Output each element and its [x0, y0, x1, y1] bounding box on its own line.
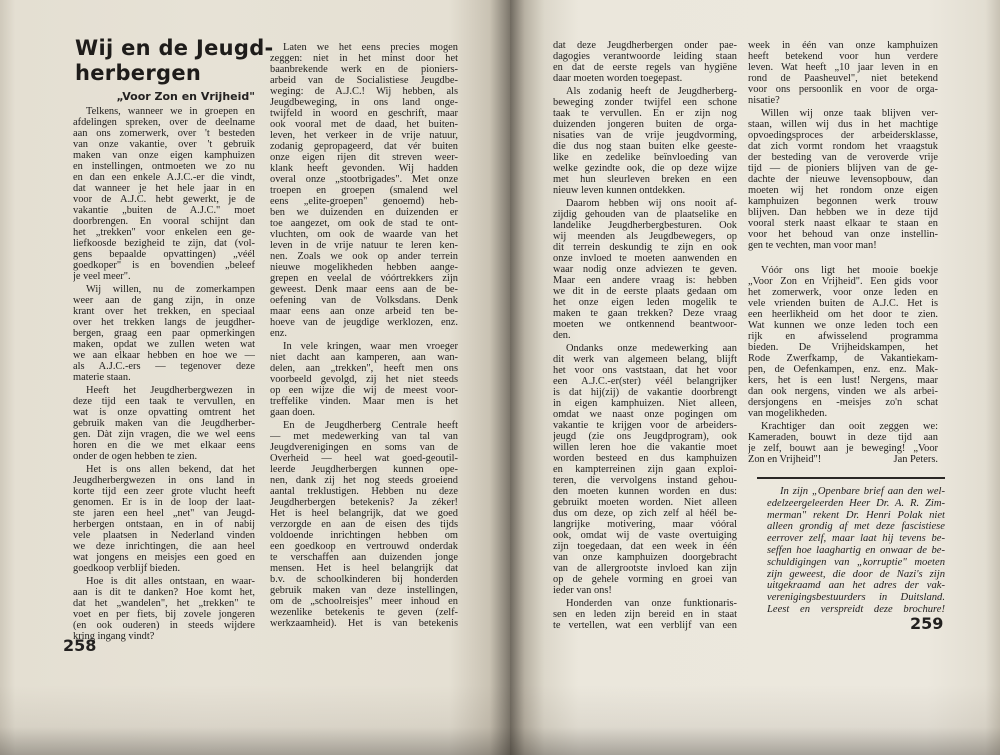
text-line: leven. Wat heeft „10 jaar leven in en [748, 62, 938, 73]
title-line-2: herbergen [75, 61, 202, 85]
text-line: dit terrein deskundig te zijn en ook [553, 242, 737, 253]
text-line: worden besteed en dus kamphuizen [553, 453, 737, 464]
paragraph [748, 421, 938, 465]
text-line: baanbrekende werk en de pioniers- [270, 64, 458, 75]
text-line: van de allergrootste invloed kan zijn [553, 563, 737, 574]
author-signature: Jan Peters. [893, 454, 938, 465]
text-line: nieuw leven kunnen ontdekken. [553, 185, 686, 196]
paragraph [553, 598, 737, 631]
text-line: en instellingen, ontmoeten we zo nu [73, 161, 255, 172]
text-line: en kampterreinen zijn gaan exploi- [553, 464, 737, 475]
text-line: te vertellen, wat een verblijf van een [553, 620, 737, 631]
text-line: krant over het trekken, en speciaal [73, 306, 255, 317]
text-line: onze invloed te moeten aanwenden en [553, 253, 737, 264]
text-line: je zelf, bouwt aan je beweging! „Voor [748, 443, 938, 454]
text-line: Hoe is dit alles ontstaan, en waar- [86, 576, 255, 587]
text-line: nisaties van de vrije jeugdvorming, [553, 130, 737, 141]
text-line: oefening van de Volksdans. Denk [270, 295, 458, 306]
text-line: zijn toegedaan, dat een week in één [553, 541, 737, 552]
text-line: goedkoper" is en bovendien „beleef [73, 260, 255, 271]
text-line: maken, opdat we zullen weten wat [73, 339, 255, 350]
text-line: rond de Paasheuvel", niet betekend [748, 73, 938, 84]
text-line: vluchten, om ook de waarde van het [270, 229, 458, 240]
notice-line: uitgekraamd aan het adres der vak- [767, 580, 945, 592]
text-line: Jeugdherbergwezen in ons land in [73, 475, 255, 486]
notice-line: schuldigingen van „korruptie" moeten [767, 556, 945, 568]
text-line: heeft betekend voor hun verdere [748, 51, 938, 62]
text-line: Het is heel belangrijk, dat we goed [270, 508, 458, 519]
text-line: nieuwe mogelikheden hebben aange- [270, 262, 458, 273]
paragraph [73, 385, 255, 462]
text-line: landelike Jeugdherbergbesturen. Ook [553, 220, 737, 231]
text-line: voor het behoud van onze instellin- [748, 229, 938, 240]
text-line: in eigen kamphuizen. Niet alleen, [553, 398, 737, 409]
text-line: die dus nog staan buiten elke geeste- [553, 141, 737, 152]
text-line: verzorgde en aan de eisen des tijds [270, 519, 458, 530]
text-line: deze tijd een taak te vervullen, en [73, 396, 255, 407]
text-line: tijd — de pioniers blijven van de ge- [748, 163, 938, 174]
text-line: zodanig gepropageerd, dat vér buiten [270, 141, 458, 152]
text-line: nisatie? [748, 95, 780, 106]
text-line: kamphuizen begonnen werk trouw [748, 196, 938, 207]
text-line: met hun sleurleven breken en een [553, 174, 737, 185]
text-line: Wat kunnen we onze leden toch een [748, 320, 938, 331]
text-line: duizenden jongeren buiten de orga- [553, 119, 737, 130]
text-line: gen. Dàt zijn vragen, die we wel eens [73, 429, 255, 440]
notice-line: eerrover zelf, maar laat hij tevens be- [767, 533, 945, 545]
text-line: troepen en groepen (smalend wel [270, 185, 458, 196]
text-line: het voor ons vaststaan, dat het voor [553, 365, 737, 376]
text-line: korte tijd een zeer grote vlucht heeft [73, 486, 255, 497]
text-line: teren, die vervolgens instand gehou- [553, 475, 737, 486]
text-line: vele plaatsen in Nederland vinden [73, 530, 255, 541]
text-line: weer aan de gang zijn, in onze [73, 295, 255, 306]
text-line: moeten we ontkennend beantwoor- [553, 319, 737, 330]
paragraph [270, 420, 458, 629]
text-line: vooral sterk naast elkaar te staan en [748, 218, 938, 229]
text-line: Vóór ons ligt het mooie boekje [761, 265, 938, 276]
text-line: doorbrengen. En vooral schijnt dan [73, 216, 255, 227]
text-line: Wij willen, nu de zomerkampen [86, 284, 255, 295]
paragraph [73, 576, 255, 642]
text-line: Rode Zwerfkamp, de Vakantiekam- [748, 353, 938, 364]
text-line: dit werk van algemeen belang, blijft [553, 354, 737, 365]
text-line: Overheid — heel wat goed-geoutil- [270, 453, 458, 464]
text-line: week in één van onze kamphuizen [748, 40, 938, 51]
paragraph [553, 198, 737, 341]
notice-line: merman" rekent Dr. Henri Polak niet [767, 509, 945, 521]
text-line: het onze eigen leden mogelik te [553, 297, 737, 308]
text-line: Laten we het eens precies mogen [283, 42, 458, 53]
text-line: is dat hij(zij) de vakantie doorbrengt [553, 387, 737, 398]
text-line: rijk en afwisselend programma [748, 331, 938, 342]
text-line: maar eens aan onze arbeid ten be- [270, 306, 458, 317]
text-line: voor de A.J.C. hebt gewerkt, je de [73, 194, 255, 205]
text-line: willen leren hoe die vakantie moet [553, 442, 737, 453]
text-line: voldoende inrichtingen hebben om [270, 530, 458, 541]
text-line: dat deze Jeugdherbergen onder pae- [553, 40, 737, 51]
text-line: En de Jeugdherberg Centrale heeft [283, 420, 458, 431]
text-line: jeugd (zie ons Jeugdprogram), ook [553, 431, 737, 442]
text-line: ste jaren een heel „net" van Jeugd- [73, 508, 255, 519]
text-line: materie staan. [73, 372, 131, 383]
text-line: dus om deze, op zich zelf al héél be- [553, 508, 737, 519]
text-line: Daarom hebben wij ons nooit af- [566, 198, 737, 209]
text-line: treffelike vinden. Maar men is het [270, 396, 458, 407]
paragraph [553, 86, 737, 196]
paragraph [73, 106, 255, 282]
text-line: daar moeten worden toegepast. [553, 73, 683, 84]
text-line: Kameraden, bouwt in deze tijd aan [748, 432, 938, 443]
text-line: twijfeld in woord en geschrift, maar [270, 108, 458, 119]
paragraph [748, 40, 938, 106]
text-line: aantal treklustigen. Hebben nu deze [270, 486, 458, 497]
text-line: wezenlike betekenis te geven (zelf- [270, 607, 458, 618]
text-line: afdelingen spreken, over de deelname [73, 117, 255, 128]
text-line: voorbeeld gevolgd, zij het niet steeds [270, 374, 458, 385]
text-line: In vele kringen, waar men vroeger [283, 341, 458, 352]
text-line: arbeid van de Socialistiese Jeugdbe- [270, 75, 458, 86]
text-line: leven, het verkeer in de vrije natuur, [270, 130, 458, 141]
text-line: nen. Zoals we ook op ander terrein [270, 251, 458, 262]
text-line: gen te vechten, man voor man! [748, 240, 877, 251]
text-line: Maar een andere vraag is: hebben [553, 275, 737, 286]
text-line: vakantie te krijgen voor de arbeiders- [553, 420, 737, 431]
text-line: vakantie „buiten de A.J.C." moet [73, 205, 255, 216]
article-title [75, 36, 274, 86]
text-line: dersjongens en -meisjes zo'n schat [748, 397, 938, 408]
text-line: omdat we naast onze pogingen om [553, 409, 737, 420]
text-line: geweest. Denk maar eens aan de be- [270, 284, 458, 295]
paragraph [748, 108, 938, 251]
text-line: gebruik maken van deze instellingen, [270, 585, 458, 596]
text-line: over het trekken langs de jeugdher- [73, 317, 255, 328]
text-line: voor ons persoonlik en voor de orga- [748, 84, 938, 95]
text-line: niet dacht aan kamperen, aan wan- [270, 352, 458, 363]
text-line: sen en leden zijn bereid en in staat [553, 609, 737, 620]
page-number-left: 258 [63, 636, 97, 655]
column-2 [270, 42, 458, 631]
paragraph [553, 40, 737, 84]
text-line: zijdig gehouden van de plaatselike en [553, 209, 737, 220]
text-line: maken van onze eigen kamphuizen [73, 150, 255, 161]
text-line: op de gehele vorming en groei van [553, 574, 737, 585]
text-line: moeten wij het rondom onze eigen [748, 185, 938, 196]
notice-line: In zijn „Openbare brief aan den wel- [780, 486, 945, 497]
brochure-notice [767, 486, 945, 616]
text-line: het zomerwerk, voor onze leden en [748, 287, 938, 298]
text-line: staan, willen wij dus in het machtige [748, 119, 938, 130]
text-line: nen, dank zij het nog steeds groeiend [270, 475, 458, 486]
text-line: vele vrienden buiten de A.J.C. Het is [748, 298, 938, 309]
text-line: gaan doen. [270, 407, 316, 418]
text-line: ieder van ons! [553, 585, 612, 596]
text-line: van onze vakantie, over 't gebruik [73, 139, 255, 150]
page-shadow [0, 685, 1000, 755]
column-4 [748, 40, 938, 467]
article-subtitle: „Voor Zon en Vrijheid" [116, 90, 255, 103]
text-line: gens bepaalde opvattingen) „véél [73, 249, 255, 260]
text-line: leerde Jeugdherbergen kunnen ope- [270, 464, 458, 475]
text-line: we deze inrichtingen, die aan heel [73, 541, 255, 552]
column-3 [553, 40, 737, 633]
text-line: ben we duizenden en duizenden er [270, 207, 458, 218]
column-1 [73, 106, 255, 644]
text-line: taak te vervullen. En er zijn nog [553, 108, 737, 119]
text-line: een A.J.C.-er(ster) véél belangrijker [553, 376, 737, 387]
text-line: hoeve van de jeugdige werklozen, enz. [270, 317, 458, 328]
text-line: zeggen: niet in het minst door het [270, 53, 458, 64]
text-line: werkzaamheid). Het is van betekenis [270, 618, 458, 629]
text-line: Jeugdbeweging, in ons land onge- [270, 97, 458, 108]
text-line: en dan een enkele A.J.C.-er die vindt, [73, 172, 255, 183]
paragraph [270, 42, 458, 339]
text-line: — met medewerking van tal van [270, 431, 458, 442]
text-line: van mogelikheden. [748, 408, 828, 419]
text-line: der besteding van de veroverde vrije [748, 152, 938, 163]
notice-line: edelzeergeleerden Heer Dr. A. R. Zim- [767, 497, 945, 509]
title-line-1: Wij en de Jeugd- [75, 36, 274, 60]
text-line: dan ook nergens, vinden we als arbei- [748, 386, 938, 397]
text-line: Zon en Vrijheid"! [748, 454, 822, 465]
notice-line: seffen hoe laaghartig en onwaar de be- [767, 544, 945, 556]
text-line: om de „schoolreisjes" meer inhoud en [270, 596, 458, 607]
text-line: langrijke motivering, maar vóóral [553, 519, 737, 530]
text-line: goedkoop verblijf bieden. [73, 563, 181, 574]
text-line: liefkoosde bezigheid te zijn, dat (vol- [73, 238, 255, 249]
page-number-right: 259 [910, 614, 944, 633]
text-line: grepen en veelal de vóórtrekkers zijn [270, 273, 458, 284]
text-line: toe aangezet, om ook de stad te ont- [270, 218, 458, 229]
text-line: „Voor Zon en Vrijheid". Een gids voor [748, 276, 938, 287]
text-line: aan is dit te danken? Hoe komt het, [73, 587, 255, 598]
text-line: te verschaffen aan duizenden jonge [270, 552, 458, 563]
text-line: klank heeft gevonden. Wij hadden [270, 163, 458, 174]
text-line: Heeft het Jeugdherbergwezen in [86, 385, 255, 396]
text-line: kring ingang vindt? [73, 631, 155, 642]
text-line: waar nodig onze adviezen te geven. [553, 264, 737, 275]
text-line: wij meenden als Jeugdbewegers, op [553, 231, 737, 242]
text-line: aan ons zomerwerk, over 't besteden [73, 128, 255, 139]
text-line: Jeugdherbergen betekenis? Ja zéker! [270, 497, 458, 508]
text-line: onder de ogen hebben te zien. [73, 451, 198, 462]
text-line: Krachtiger dan ooit zeggen we: [761, 421, 938, 432]
text-line: dat het „wandelen", het „trekken" te [73, 598, 255, 609]
text-line: Het is ons allen bekend, dat het [86, 464, 255, 475]
text-line: gebruik maken van die Jeugdherber- [73, 418, 255, 429]
paragraph [270, 341, 458, 418]
text-line: gebruikt moeten worden. Niet alleen [553, 497, 737, 508]
text-line: bieden. De Vrijheidskampen, het [748, 342, 938, 353]
text-line: eens „elite-groepen" genoemd) heb- [270, 196, 458, 207]
text-line: overal onze „stootbrigades". Met onze [270, 174, 458, 185]
paragraph [748, 265, 938, 419]
text-line: den. [553, 330, 571, 341]
text-line: een goedkoop en vertrouwd onderdak [270, 541, 458, 552]
text-line: ook, omdat wij de vaste overtuiging [553, 530, 737, 541]
notice-line: verenigingsbestuurders in Duitsland. [767, 592, 945, 604]
notice-line: zijn geweest, die door de Nazi's zijn [767, 568, 945, 580]
text-line: Als zodanig heeft de Jeugdherberg- [566, 86, 737, 97]
text-line: den moeten kunnen worden en dus: [553, 486, 737, 497]
text-line: je veel meer". [73, 271, 131, 282]
text-line: wat is onze opvatting omtrent het [73, 407, 255, 418]
text-line: dat wanneer je het hele jaar in en [73, 183, 255, 194]
text-line: Jeugdverenigingen en soms van de [270, 442, 458, 453]
text-line: weging: de A.J.C.! Wij hebben, als [270, 86, 458, 97]
text-line: wat jongens en meisjes een goed en [73, 552, 255, 563]
text-line: we aan elkaar hebben en hoe we — [73, 350, 255, 361]
paragraph [73, 464, 255, 574]
text-line: voet en per fiets, bij zovele jongeren [73, 609, 255, 620]
text-line: een heerlikheid om het door te zien. [748, 309, 938, 320]
text-line: (en ook ouderen) in steeds wijdere [73, 620, 255, 631]
text-line: enz. [270, 328, 288, 339]
text-line: dat zich vormt rondom het vraagstuk [748, 141, 938, 152]
signature-line [748, 454, 938, 465]
text-line: en dat de eerste regels van hygiëne [553, 62, 737, 73]
paragraph [73, 284, 255, 383]
text-line: opvoedingsproces der arbeidersklasse, [748, 130, 938, 141]
text-line: Willen wij onze taak blijven ver- [761, 108, 938, 119]
notice-line: Leest en verspreidt deze brochure! [767, 603, 945, 615]
text-line: maken te gaan trekken? Deze vraag [553, 308, 737, 319]
text-line: als A.J.C.-ers — tegenover deze [73, 361, 255, 372]
text-line: Telkens, wanneer we in groepen en [86, 106, 255, 117]
text-line: kers, het is een lust! Nergens, maar [748, 375, 938, 386]
text-line: welke gezindte ook, die op deze wijze [553, 163, 737, 174]
text-line: het „trekken" voor enkelen een ge- [73, 227, 255, 238]
divider-rule [757, 477, 945, 479]
text-line: b.v. de schoolkinderen bij honderden [270, 574, 458, 585]
text-line: herbergen ontstaan, en in of nabij [73, 519, 255, 530]
paragraph [553, 343, 737, 596]
text-line: beweging zonder twijfel een schone [553, 97, 737, 108]
text-line: op een wijze die wij de meest voor- [270, 385, 458, 396]
text-line: mensen. Het is heel belangrijk dat [270, 563, 458, 574]
text-line: bergen, graag een paar opmerkingen [73, 328, 255, 339]
text-line: Honderden van onze funktionaris- [566, 598, 737, 609]
text-line: dachte der nieuwe levensopbouw, dan [748, 174, 938, 185]
text-line: pen, de Oefenkampen, enz. enz. Mak- [748, 364, 938, 375]
text-line: ook vooral met de daad, het buiten- [270, 119, 458, 130]
text-line: Ondanks onze medewerking aan [566, 343, 737, 354]
text-line: onze eigen rijen dit streven weer- [270, 152, 458, 163]
notice-line: alleen grondig af met deze fascistiese [767, 521, 945, 533]
text-line: delen, aan „trekken", heeft men ons [270, 363, 458, 374]
text-line: we dit in de eerste plaats gedaan om [553, 286, 737, 297]
text-line: dagogies verantwoorde leiding staan [553, 51, 737, 62]
text-line: van onze kamphuizen doorgebracht [553, 552, 737, 563]
text-line: like en zedelike beïnvloeding van [553, 152, 737, 163]
text-line: blijven. Dan hebben we in deze tijd [748, 207, 938, 218]
text-line: leven in de vrije natuur te leren ken- [270, 240, 458, 251]
text-line: genomen. Er is in de loop der laat- [73, 497, 255, 508]
text-line: horen en die we met elkaar eens [73, 440, 255, 451]
